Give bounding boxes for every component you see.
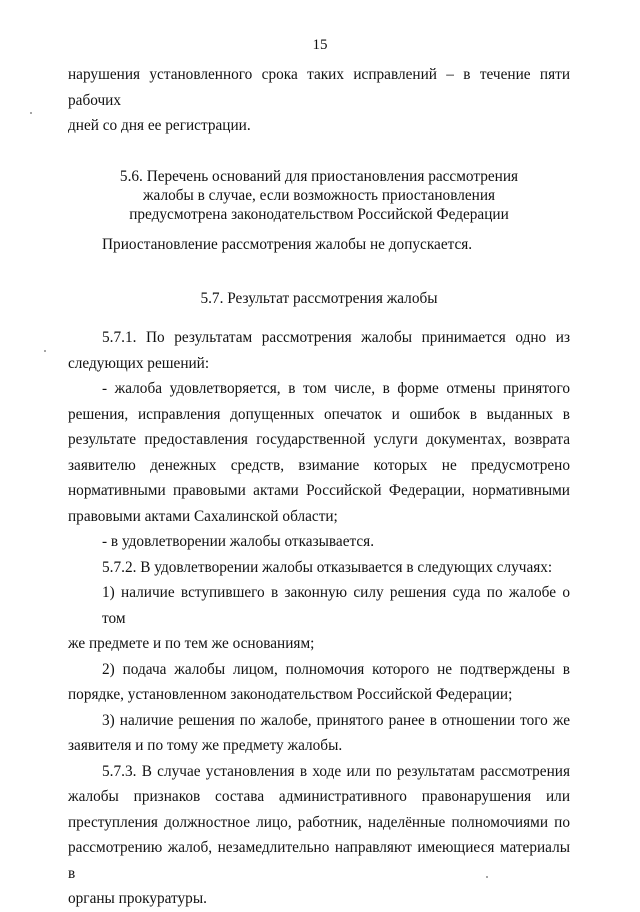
section-heading-5-7: 5.7. Результат рассмотрения жалобы xyxy=(200,290,438,307)
heading-line: жалобы в случае, если возможность приостановления xyxy=(142,186,496,204)
paragraph-5-7-2-item-3 xyxy=(68,708,570,759)
text-line: 5.7.3. В случае установления в ходе или по результатам рассмотрения xyxy=(102,762,570,780)
text-line: результате предоставления государственной услуги документах, возврата xyxy=(68,431,570,448)
paragraph-5-7-2-item-2 xyxy=(68,657,570,708)
text-line: порядке, установленном законодательством Российской Федерации; xyxy=(68,686,513,703)
heading-line: предусмотрена законодательством Российской Федерации xyxy=(129,205,509,223)
text-line: следующих решений: xyxy=(68,354,210,372)
paragraph-suspension: Приостановление рассмотрения жалобы не допускается. xyxy=(102,235,473,253)
page-number: 15 xyxy=(312,37,328,53)
scan-speck xyxy=(44,350,46,352)
text-line: - жалоба удовлетворяется, в том числе, в форме отмены принятого xyxy=(102,380,570,397)
text-line: нарушения установленного срока таких исправлений – в течение пяти рабочих xyxy=(68,66,570,109)
paragraph-5-7-1 xyxy=(68,325,570,376)
text-line: дней со дня ее регистрации. xyxy=(68,117,251,134)
text-line: нормативными правовыми актами Российской Федерации, нормативными xyxy=(68,482,570,499)
text-line: 2) подача жалобы лицом, полномочия которого не подтверждены в xyxy=(102,660,570,678)
scan-speck xyxy=(486,876,488,878)
text-line: 1) наличие вступившего в законную силу решения суда по жалобе о том xyxy=(102,584,570,627)
scan-speck xyxy=(30,112,32,114)
text-line: жалобы признаков состава административного правонарушения или xyxy=(68,788,570,805)
paragraph-5-7-2: 5.7.2. В удовлетворении жалобы отказывается в следующих случаях: xyxy=(102,558,553,576)
page-body xyxy=(68,62,570,912)
section-heading-5-6 xyxy=(119,167,519,224)
paragraph-complaint-refused: - в удовлетворении жалобы отказывается. xyxy=(102,533,375,550)
text-line: преступления должностное лицо, работник, наделённые полномочиями по xyxy=(68,813,570,831)
text-line: заявителя и по тому же предмету жалобы. xyxy=(68,737,343,754)
text-line: рассмотрению жалоб, незамедлительно направляют имеющиеся материалы в xyxy=(68,839,570,882)
paragraph-5-7-3 xyxy=(68,759,570,912)
text-line: органы прокуратуры. xyxy=(68,890,207,907)
paragraph-5-7-2-item-1 xyxy=(68,580,570,657)
text-line: правовыми актами Сахалинской области; xyxy=(68,507,338,525)
paragraph-complaint-satisfied xyxy=(68,376,570,529)
text-line: решения, исправления допущенных опечаток и ошибок в выданных в xyxy=(68,405,570,423)
paragraph-continuation xyxy=(68,62,570,139)
heading-line: 5.6. Перечень оснований для приостановления рассмотрения xyxy=(119,167,519,185)
text-line: заявителю денежных средств, взимание которых не предусмотрено xyxy=(68,456,570,474)
text-line: же предмете и по тем же основаниям; xyxy=(68,635,315,652)
text-line: 3) наличие решения по жалобе, принятого ранее в отношении того же xyxy=(102,711,570,729)
text-line: 5.7.1. По результатам рассмотрения жалобы принимается одно из xyxy=(102,329,570,346)
